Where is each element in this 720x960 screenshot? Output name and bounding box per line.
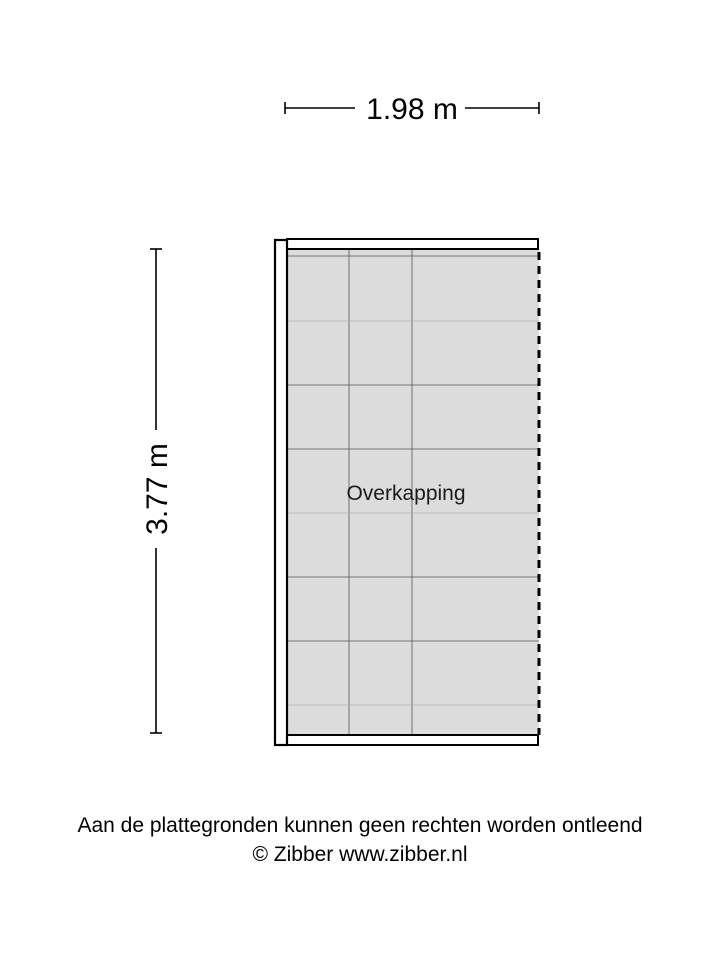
- bottom-wall: [287, 735, 538, 745]
- width-dimension: [285, 93, 539, 126]
- copyright-text: © Zibber www.zibber.nl: [252, 843, 468, 866]
- width-dimension-label: 1.98 m: [366, 93, 458, 126]
- room-label: Overkapping: [346, 482, 466, 505]
- disclaimer-text: Aan de plattegronden kunnen geen rechten worden ontleend: [77, 814, 643, 837]
- top-wall: [287, 239, 538, 249]
- left-wall: [275, 240, 287, 745]
- height-dimension-label: 3.77 m: [141, 443, 174, 535]
- height-dimension: [141, 249, 174, 733]
